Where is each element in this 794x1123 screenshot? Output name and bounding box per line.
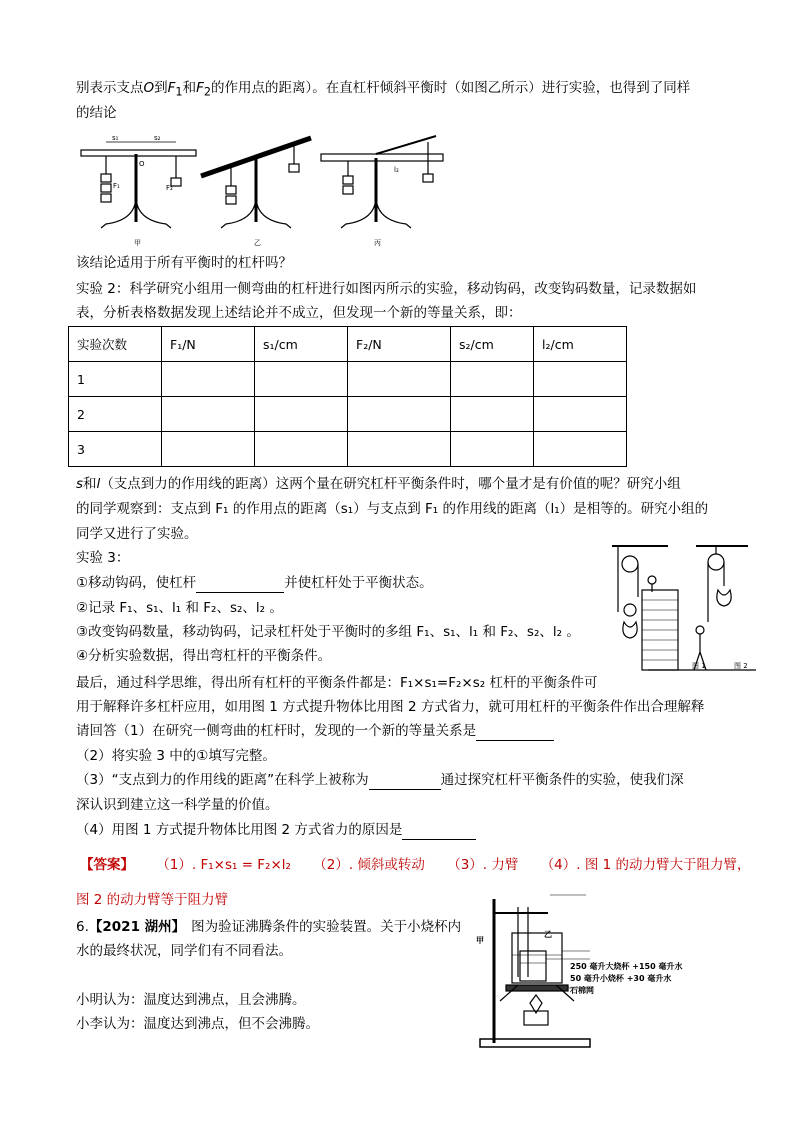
label-s2: s₂ bbox=[154, 134, 161, 142]
table-cell bbox=[255, 397, 348, 432]
conclusion-line-2: 用于解释许多杠杆应用，如用图 1 方式提升物体比用图 2 方式省力，就可用杠杆的平衡条件作出合理解释 bbox=[76, 699, 705, 715]
boiling-apparatus bbox=[470, 893, 720, 1053]
table-cell bbox=[534, 432, 627, 467]
q6-line-1 bbox=[76, 917, 461, 937]
answer-4: （4）. 图 1 的动力臂大于阻力臂， bbox=[540, 857, 751, 873]
table-cell bbox=[534, 397, 627, 432]
question-3-text: 通过探究杠杆平衡条件的实验，使我们深 bbox=[440, 772, 684, 788]
table-cell: 2 bbox=[69, 397, 162, 432]
q6-source: 【2021 湖州】 bbox=[88, 919, 186, 935]
label-f2: F₂ bbox=[166, 184, 173, 192]
label-fig2: 图 2 bbox=[734, 662, 748, 670]
weight-bag-1 bbox=[623, 622, 637, 638]
var-l: l bbox=[96, 476, 101, 492]
blank-line bbox=[402, 823, 476, 840]
table-cell bbox=[348, 362, 451, 397]
exp3-step-3: ③改变钩码数量，移动钩码，记录杠杆处于平衡时的多组 F₁、s₁、l₁ 和 F₂、s₂、l₂ 。 bbox=[76, 624, 580, 640]
q6-text: 图为验证沸腾条件的实验装置。关于小烧杯内 bbox=[191, 919, 462, 935]
table-header: s₁/cm bbox=[255, 327, 348, 362]
question-line: 该结论适用于所有平衡时的杠杆吗？ bbox=[76, 255, 292, 271]
table-cell bbox=[348, 432, 451, 467]
step-text: 并使杠杆处于平衡状态。 bbox=[284, 575, 433, 591]
answer-1: （1）. F₁×s₁ = F₂×l₂ bbox=[156, 857, 291, 873]
table-cell: 1 bbox=[69, 362, 162, 397]
answer-tag: 【答案】 bbox=[80, 857, 134, 873]
answer-line-2: 图 2 的动力臂等于阻力臂 bbox=[76, 892, 229, 908]
label-big-beaker: 250 毫升大烧杯 +150 毫升水 bbox=[570, 962, 683, 971]
label-f1: F₁ bbox=[113, 182, 120, 190]
table-header-row bbox=[69, 327, 627, 362]
intro-line-1 bbox=[76, 78, 690, 103]
q6-line-3: 小明认为：温度达到沸点，且会沸腾。 bbox=[76, 992, 306, 1008]
exp3-step-2: ②记录 F₁、s₁、l₁ 和 F₂、s₂、l₂ 。 bbox=[76, 600, 283, 616]
weight-bag-2 bbox=[717, 590, 731, 606]
intro-text: 的作用点的距离）。在直杠杆倾斜平衡时（如图乙所示）进行实验，也得到了同样 bbox=[211, 80, 691, 96]
q6-number: 6. bbox=[76, 919, 89, 935]
var-s: s bbox=[76, 476, 84, 492]
blank-line bbox=[476, 724, 554, 741]
var-o: O bbox=[143, 80, 155, 96]
table-header: s₂/cm bbox=[451, 327, 534, 362]
label-l2: l₂ bbox=[394, 166, 399, 174]
table-cell bbox=[255, 362, 348, 397]
label-small-beaker: 50 毫升小烧杯 +30 毫升水 bbox=[570, 974, 672, 983]
step-text: ①移动钩码，使杠杆 bbox=[76, 575, 197, 591]
table-cell: 3 bbox=[69, 432, 162, 467]
question-1: 请回答（1）在研究一侧弯曲的杠杆时，发现的一个新的等量关系是 bbox=[76, 723, 477, 739]
table-header: 实验次数 bbox=[69, 327, 162, 362]
answer-line-1 bbox=[80, 855, 751, 875]
var-f2: F bbox=[196, 80, 204, 96]
table-header: F₁/N bbox=[162, 327, 255, 362]
question-4-text: （4）用图 1 方式提升物体比用图 2 方式省力的原因是 bbox=[76, 822, 403, 838]
label-mesh: 石棉网 bbox=[570, 986, 594, 995]
table-cell bbox=[255, 432, 348, 467]
question-3-text: （3）“支点到力的作用线的距离”在科学上被称为 bbox=[76, 772, 369, 788]
intro-text: 到 bbox=[154, 80, 168, 96]
question-4 bbox=[76, 820, 476, 840]
sub: 1 bbox=[175, 85, 183, 99]
label-jia: 甲 bbox=[134, 239, 141, 247]
intro-text: 别表示支点 bbox=[76, 80, 144, 96]
after-text: （支点到力的作用线的距离）这两个量在研究杠杆平衡条件时，哪个量才是有价值的呢？研究小组 bbox=[100, 476, 681, 492]
label-o: O bbox=[139, 160, 145, 168]
table-cell bbox=[162, 432, 255, 467]
exp3-step-1 bbox=[76, 573, 433, 593]
question-2: （2）将实验 3 中的①填写完整。 bbox=[76, 748, 276, 764]
blank-line bbox=[196, 576, 284, 593]
question-3-continue: 深认识到建立这一科学量的价值。 bbox=[76, 797, 279, 813]
pulley-2 bbox=[708, 554, 724, 570]
answer-3: （3）. 力臂 bbox=[447, 857, 519, 873]
pulley-figure bbox=[608, 542, 758, 677]
table-cell bbox=[451, 432, 534, 467]
label-bing: 丙 bbox=[374, 239, 381, 247]
flame bbox=[530, 995, 542, 1013]
lever-bar-jia bbox=[81, 150, 196, 156]
intro-line-2: 的结论 bbox=[76, 105, 117, 121]
after-line-3: 同学又进行了实验。 bbox=[76, 526, 198, 542]
after-text: 和 bbox=[83, 476, 97, 492]
table-row bbox=[69, 397, 627, 432]
table-cell bbox=[162, 362, 255, 397]
q6-line-4: 小李认为：温度达到沸点，但不会沸腾。 bbox=[76, 1016, 319, 1032]
after-line-1 bbox=[76, 474, 681, 494]
label-s1: s₁ bbox=[112, 134, 119, 142]
question-3 bbox=[76, 770, 684, 790]
small-beaker bbox=[520, 951, 546, 981]
table-header: F₂/N bbox=[348, 327, 451, 362]
intro-text: 和 bbox=[182, 80, 197, 96]
table-row bbox=[69, 432, 627, 467]
lever-figures bbox=[76, 124, 476, 248]
label-yi: 乙 bbox=[254, 239, 261, 247]
table-cell bbox=[451, 362, 534, 397]
exp2-line-1: 实验 2：科学研究小组用一侧弯曲的杠杆进行如图丙所示的实验，移动钩码，改变钩码数量，记录数据如 bbox=[76, 281, 697, 297]
var-f1: F bbox=[167, 80, 176, 96]
table-cell bbox=[534, 362, 627, 397]
table-cell bbox=[348, 397, 451, 432]
conclusion-line-1: 最后，通过科学思维，得出所有杠杆的平衡条件都是：F₁×s₁=F₂×s₂ 杠杆的平衡条件可 bbox=[76, 675, 598, 691]
blank-line bbox=[369, 773, 441, 790]
conclusion-line-3 bbox=[76, 721, 554, 741]
sub: 2 bbox=[203, 85, 212, 99]
exp3-title: 实验 3： bbox=[76, 550, 130, 566]
lever-bar-bing bbox=[321, 154, 443, 161]
pulley-1 bbox=[622, 556, 638, 572]
exp3-step-4: ④分析实验数据，得出弯杠杆的平衡条件。 bbox=[76, 648, 332, 664]
table-cell bbox=[451, 397, 534, 432]
after-line-2: 的同学观察到：支点到 F₁ 的作用点的距离（s₁）与支点到 F₁ 的作用线的距离（l₁）是相等的。研究小组的 bbox=[76, 501, 709, 517]
label-yi-tube: 乙 bbox=[544, 930, 552, 939]
label-fig1: 图 1 bbox=[692, 662, 706, 670]
experiment-table bbox=[68, 326, 627, 467]
table-header: l₂/cm bbox=[534, 327, 627, 362]
label-jia-tube: 甲 bbox=[476, 936, 484, 945]
table-cell bbox=[162, 397, 255, 432]
answer-2: （2）. 倾斜或转动 bbox=[313, 857, 425, 873]
table-row bbox=[69, 362, 627, 397]
exp2-line-2: 表，分析表格数据发现上述结论并不成立，但发现一个新的等量关系，即： bbox=[76, 305, 522, 321]
q6-line-2: 水的最终状况，同学们有不同看法。 bbox=[76, 943, 292, 959]
